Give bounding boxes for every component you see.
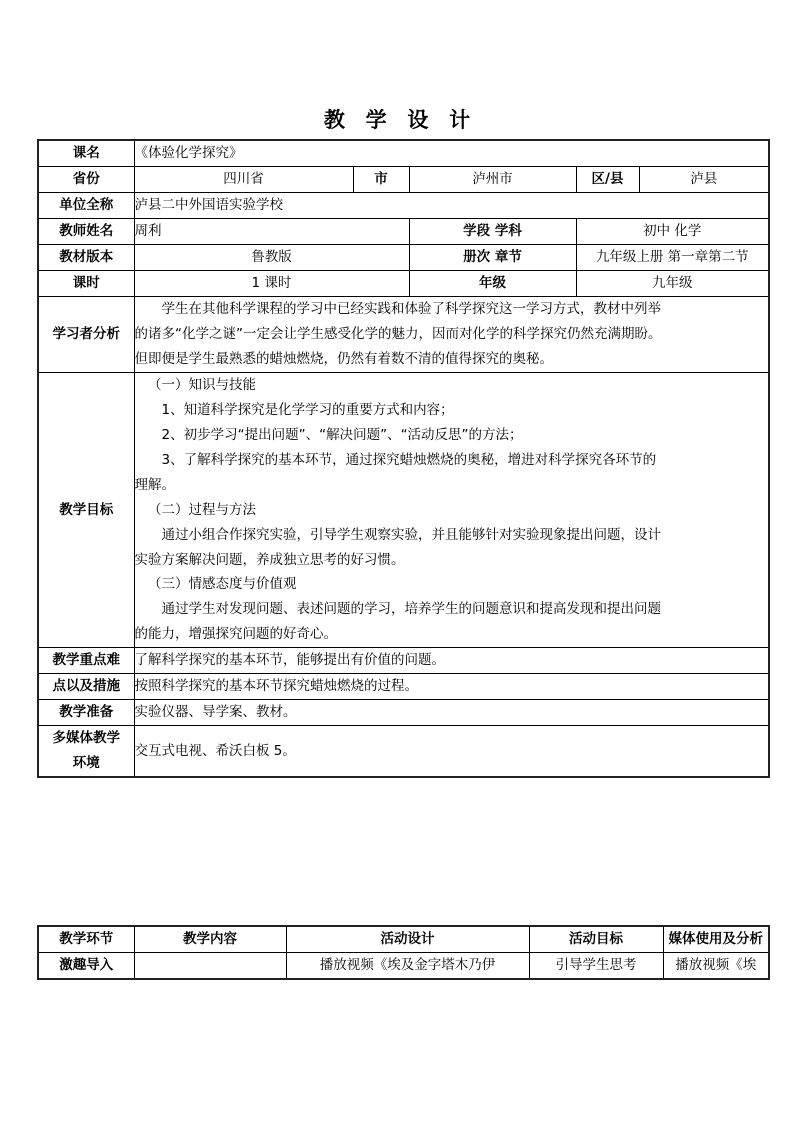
learner-analysis-label: 学习者分析 (38, 296, 134, 372)
learner-analysis-content (134, 296, 769, 372)
course-name-label: 课名 (38, 140, 134, 166)
city-label: 市 (353, 166, 409, 192)
header-content: 教学内容 (134, 926, 286, 952)
teacher-label: 教师姓名 (38, 218, 134, 244)
unit-label: 单位全称 (38, 192, 134, 218)
activity-table-header-row (38, 926, 769, 952)
province-label: 省份 (38, 166, 134, 192)
multimedia-value: 交互式电视、希沃白板 5。 (134, 726, 769, 777)
lesson-plan-table (37, 139, 770, 778)
objective-line: 通过学生对发现问题、表述问题的学习，培养学生的问题意识和提高发现和提出问题 (161, 601, 661, 618)
teaching-objectives-content (134, 372, 769, 648)
preparation-value: 实验仪器、导学案、教材。 (134, 700, 769, 726)
header-design: 活动设计 (286, 926, 529, 952)
key-points-label-line1: 教学重点难 (38, 648, 134, 674)
header-goal: 活动目标 (529, 926, 663, 952)
period-value: 1 课时 (134, 270, 409, 296)
textbook-value: 鲁教版 (134, 244, 409, 270)
table-row (38, 700, 769, 726)
stage-subject-label: 学段 学科 (409, 218, 576, 244)
table-row (38, 244, 769, 270)
table-row (38, 270, 769, 296)
row-media: 播放视频《埃 (663, 952, 769, 978)
volume-chapter-label: 册次 章节 (409, 244, 576, 270)
objective-line: （二）过程与方法 (148, 501, 256, 518)
key-points-label-line2: 点以及措施 (38, 674, 134, 700)
objective-line: 理解。 (134, 476, 175, 493)
table-row (38, 372, 769, 648)
teaching-objectives-label: 教学目标 (38, 372, 134, 648)
learner-analysis-line: 学生在其他科学课程的学习中已经实践和体验了科学探究这一学习方式，教材中列举 (161, 300, 661, 317)
page-title: 教 学 设 计 (323, 107, 477, 132)
header-media: 媒体使用及分析 (663, 926, 769, 952)
teacher-value: 周利 (134, 218, 409, 244)
district-label: 区/县 (576, 166, 639, 192)
course-name-value: 《体验化学探究》 (134, 140, 769, 166)
table-row (38, 218, 769, 244)
row-goal: 引导学生思考 (529, 952, 663, 978)
multimedia-label (38, 726, 134, 777)
objective-line: 2、初步学习“提出问题”、“解决问题”、“活动反思”的方法； (161, 426, 523, 443)
stage-subject-value: 初中 化学 (576, 218, 769, 244)
objective-line: 的能力，增强探究问题的好奇心。 (134, 626, 337, 643)
header-stage: 教学环节 (38, 926, 134, 952)
multimedia-label-line2: 环境 (72, 755, 100, 772)
objective-line: 3、了解科学探究的基本环节，通过探究蜡烛燃烧的奥秘，增进对科学探究各环节的 (161, 451, 657, 468)
grade-label: 年级 (409, 270, 576, 296)
volume-chapter-value: 九年级上册 第一章第二节 (576, 244, 769, 270)
objective-line: 实验方案解决问题，养成独立思考的好习惯。 (134, 551, 405, 568)
table-row (38, 166, 769, 192)
table-row (38, 192, 769, 218)
textbook-label: 教材版本 (38, 244, 134, 270)
row-content (134, 952, 286, 978)
table-row (38, 726, 769, 777)
preparation-label: 教学准备 (38, 700, 134, 726)
objective-line: 1、知道科学探究是化学学习的重要方式和内容； (161, 401, 454, 418)
learner-analysis-line: 的诸多“化学之谜”一定会让学生感受化学的魅力，因而对化学的科学探究仍然充满期盼。 (134, 325, 662, 342)
table-row (38, 952, 769, 978)
objective-line: 通过小组合作探究实验，引导学生观察实验，并且能够针对实验现象提出问题，设计 (161, 526, 661, 543)
period-label: 课时 (38, 270, 134, 296)
table-row (38, 674, 769, 700)
city-value: 泸州市 (409, 166, 576, 192)
grade-value: 九年级 (576, 270, 769, 296)
key-points-line1: 了解科学探究的基本环节，能够提出有价值的问题。 (134, 648, 769, 674)
objective-line: （一）知识与技能 (148, 376, 256, 393)
key-points-line2: 按照科学探究的基本环节探究蜡烛燃烧的过程。 (134, 674, 769, 700)
objective-line: （三）情感态度与价值观 (148, 576, 297, 593)
row-design: 播放视频《埃及金字塔木乃伊 (286, 952, 529, 978)
table-row (38, 140, 769, 166)
activity-table (37, 925, 770, 980)
learner-analysis-line: 但即便是学生最熟悉的蜡烛燃烧，仍然有着数不清的值得探究的奥秘。 (134, 350, 553, 367)
province-value: 四川省 (134, 166, 353, 192)
unit-value: 泸县二中外国语实验学校 (134, 192, 769, 218)
district-value: 泸县 (639, 166, 769, 192)
table-row (38, 296, 769, 372)
row-stage: 激趣导入 (38, 952, 134, 978)
table-row (38, 648, 769, 674)
multimedia-label-line1: 多媒体教学 (52, 730, 120, 747)
